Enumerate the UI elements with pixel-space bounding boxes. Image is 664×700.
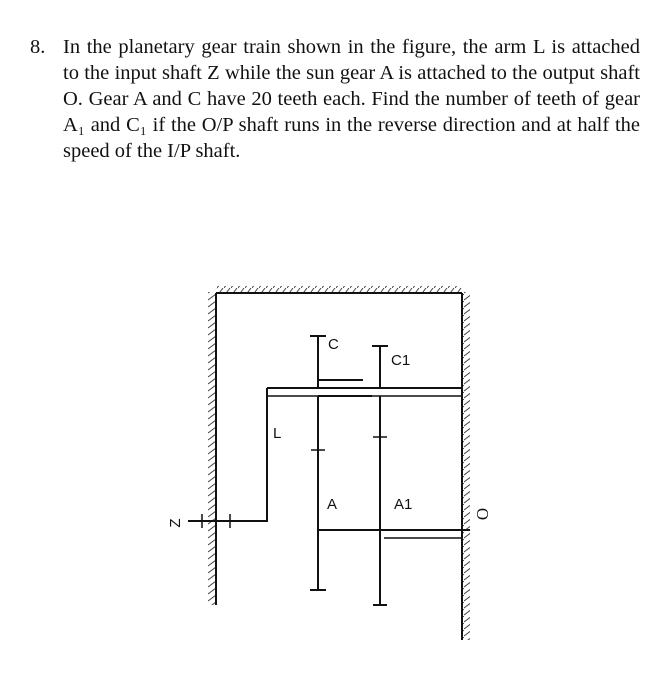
question-number: 8. [30,36,46,58]
label-c1: C1 [391,352,411,369]
label-a: A [327,496,338,513]
output-shaft-o [318,522,470,538]
ring-housing [208,286,470,640]
label-c: C [328,336,339,353]
question-text: In the planetary gear train shown in the figure, the arm L is attached to the input shaft Z while the sun gear A is attached to the output shaft O. Gear A and C have 20 teeth each. Find the number of teeth of gear A₁ and C₁ if the O/P shaft runs in the reverse direction and at half the speed of the I/P shaft. [63,36,640,162]
label-a1: A1 [394,496,413,513]
gear-a1 [373,396,387,605]
label-l: L [273,425,282,442]
label-o: O [473,507,492,521]
label-z: Z [167,518,184,528]
planet-gear-c1 [372,346,388,388]
arm-l [267,388,462,522]
input-shaft-z [188,514,268,528]
sun-gear-a [310,396,372,590]
